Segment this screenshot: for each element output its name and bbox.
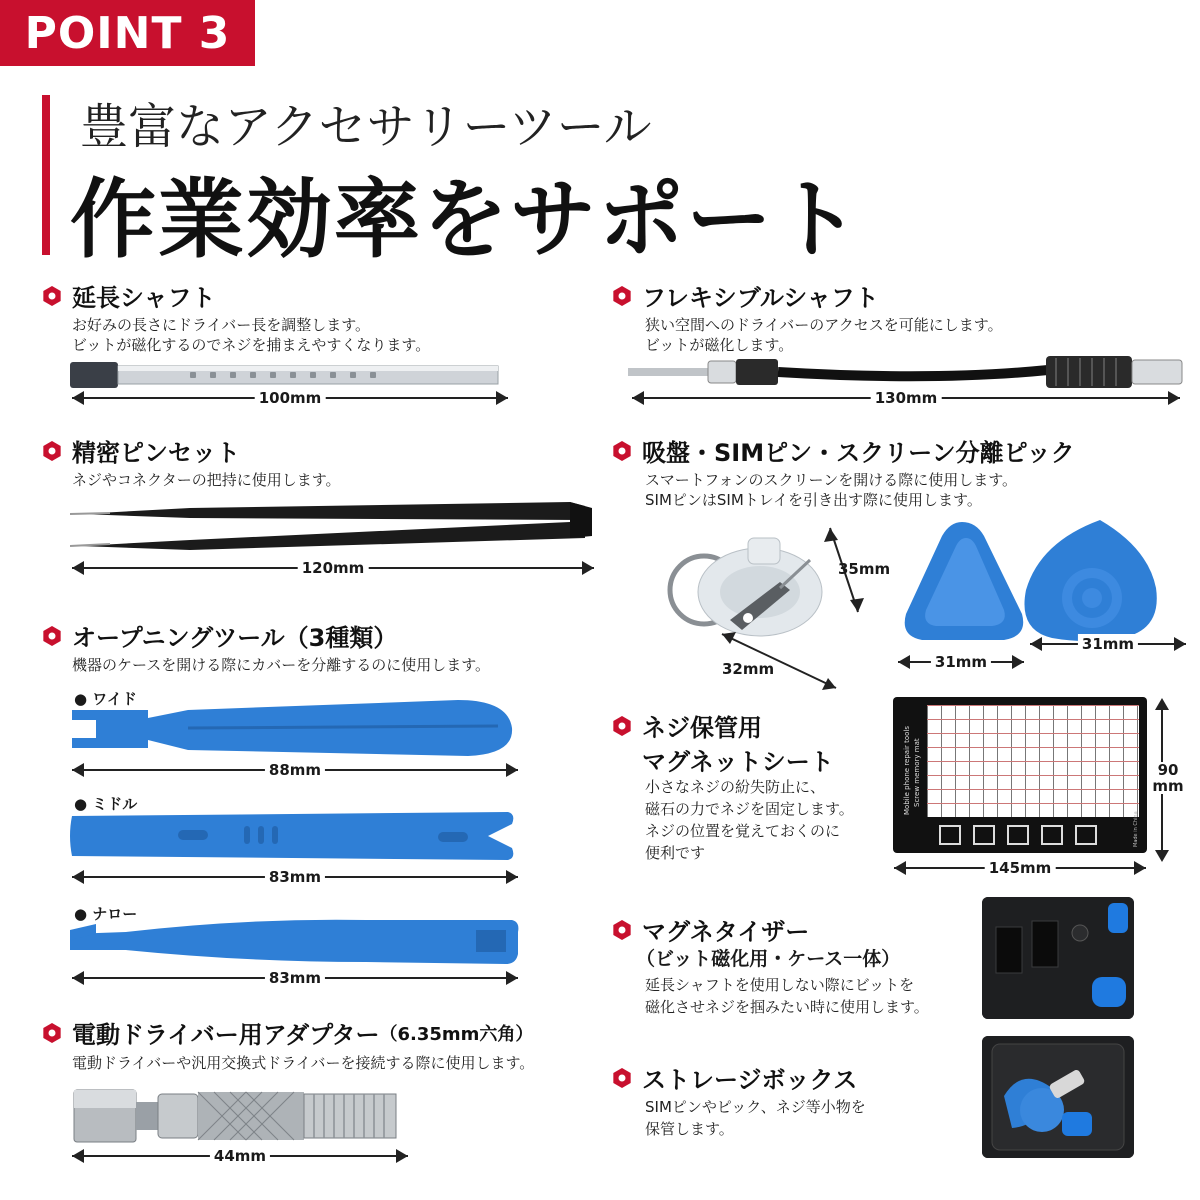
- hexagon-bullet-icon: [612, 286, 632, 306]
- magnet-sheet-grid: [927, 705, 1139, 817]
- tweezers-desc-1: ネジやコネクターの把持に使用します。: [72, 471, 341, 489]
- wide-opening-tool-image: [68, 696, 520, 762]
- suction-width-dim-label: 32mm: [722, 660, 775, 678]
- magnet-sheet-title: [612, 708, 762, 743]
- tweezers-dimension: [72, 558, 594, 578]
- suction-sim-pick-title: [612, 433, 1075, 468]
- wide-tool-label: ● ワイド: [74, 690, 137, 708]
- magnetizer-desc-2: 磁化させネジを掴みたい時に使用します。: [645, 998, 929, 1016]
- adapter-dim-label: 44mm: [210, 1146, 270, 1166]
- storage-box-desc-1: SIMピンやピック、ネジ等小物を: [645, 1098, 866, 1116]
- tweezers-title: [42, 433, 240, 468]
- adapter-image: [70, 1084, 410, 1148]
- hexagon-bullet-icon: [42, 626, 62, 646]
- hexagon-bullet-icon: [612, 441, 632, 461]
- suction-desc-2: SIMピンはSIMトレイを引き出す際に使用します。: [645, 491, 982, 509]
- suction-desc-1: スマートフォンのスクリーンを開ける際に使用します。: [645, 471, 1018, 489]
- magnet-sheet-title-line1: ネジ保管用: [642, 714, 762, 742]
- heading-accent-bar: [42, 95, 50, 255]
- pick2-dimension: [1030, 634, 1186, 654]
- adapter-title-suffix: （6.35mm六角）: [379, 1023, 534, 1045]
- flexible-shaft-title: [612, 278, 879, 313]
- adapter-title: [42, 1015, 533, 1050]
- pick2-dim-label: 31mm: [1078, 634, 1138, 654]
- slot-box: [1075, 825, 1097, 845]
- magnetizer-title-line2: （ビット磁化用・ケース一体）: [636, 948, 901, 970]
- magnet-sheet-desc-4: 便利です: [645, 844, 706, 862]
- flexible-shaft-dimension: [632, 388, 1180, 408]
- flexible-shaft-desc-2: ビットが磁化します。: [645, 336, 794, 354]
- extension-shaft-image: [70, 356, 510, 392]
- screen-picks-image: [900, 518, 1190, 646]
- magnetizer-title-line1: マグネタイザー: [642, 918, 810, 946]
- magnet-sheet-height-dim-label: 90 mm: [1148, 762, 1188, 794]
- point-badge: POINT 3: [0, 0, 255, 66]
- opening-tools-title: [42, 618, 397, 653]
- hexagon-bullet-icon: [42, 1023, 62, 1043]
- storage-box-desc-2: 保管します。: [645, 1120, 734, 1138]
- magnet-sheet-title-line2: マグネットシート: [642, 748, 834, 776]
- magnet-sheet-desc-2: 磁石の力でネジを固定します。: [645, 800, 854, 818]
- heading-subtitle: 豊富なアクセサリーツール: [80, 99, 652, 155]
- hexagon-bullet-icon: [612, 920, 632, 940]
- hexagon-bullet-icon: [612, 716, 632, 736]
- hexagon-bullet-icon: [612, 1068, 632, 1088]
- tweezers-title-text: 精密ピンセット: [72, 439, 240, 467]
- flexible-shaft-dim-label: 130mm: [871, 388, 942, 408]
- magnet-sheet-brand-text: Mobile phone repair tools: [903, 725, 911, 815]
- middle-opening-tool-image: [68, 808, 520, 864]
- middle-tool-label: ● ミドル: [74, 795, 138, 813]
- suction-height-dim-label: 35mm: [838, 560, 891, 578]
- magnet-sheet-image: [893, 697, 1147, 853]
- magnet-sheet-origin-text: Made in China: [1133, 811, 1139, 847]
- hexagon-bullet-icon: [42, 441, 62, 461]
- wide-tool-dimension: [72, 760, 518, 780]
- extension-shaft-dim-label: 100mm: [255, 388, 326, 408]
- magnet-sheet-desc-1: 小さなネジの紛失防止に、: [645, 778, 826, 796]
- narrow-tool-dim-label: 83mm: [265, 968, 325, 988]
- slot-box: [1007, 825, 1029, 845]
- adapter-desc-1: 電動ドライバーや汎用交換式ドライバーを接続する際に使用します。: [72, 1054, 535, 1072]
- suction-cup-sim-pin-image: [660, 520, 890, 690]
- extension-shaft-title: [42, 278, 216, 313]
- slot-box: [973, 825, 995, 845]
- heading-title: 作業効率をサポート: [70, 170, 862, 270]
- pick1-dimension: [898, 652, 1024, 672]
- hexagon-bullet-icon: [42, 286, 62, 306]
- magnetizer-photo: [982, 897, 1134, 1019]
- magnet-sheet-width-dim-label: 145mm: [985, 858, 1056, 878]
- flexible-shaft-desc-1: 狭い空間へのドライバーのアクセスを可能にします。: [645, 316, 1003, 334]
- storage-box-photo: [982, 1036, 1134, 1158]
- magnetizer-desc-1: 延長シャフトを使用しない際にビットを: [645, 976, 915, 994]
- narrow-opening-tool-image: [66, 914, 522, 970]
- slot-box: [939, 825, 961, 845]
- wide-tool-dim-label: 88mm: [265, 760, 325, 780]
- adapter-dimension: [72, 1146, 408, 1166]
- extension-shaft-desc-1: お好みの長さにドライバー長を調整します。: [72, 316, 371, 334]
- storage-box-title: [612, 1060, 857, 1095]
- middle-tool-dimension: [72, 867, 518, 887]
- extension-shaft-title-text: 延長シャフト: [72, 284, 216, 312]
- flexible-shaft-title-text: フレキシブルシャフト: [642, 284, 879, 312]
- pick1-dim-label: 31mm: [931, 652, 991, 672]
- magnet-sheet-slots: [939, 825, 1097, 845]
- middle-tool-dim-label: 83mm: [265, 867, 325, 887]
- suction-sim-pick-title-text: 吸盤・SIMピン・スクリーン分離ピック: [642, 439, 1075, 467]
- slot-box: [1041, 825, 1063, 845]
- opening-tools-desc-1: 機器のケースを開ける際にカバーを分離するのに使用します。: [72, 656, 491, 674]
- storage-box-title-text: ストレージボックス: [642, 1066, 858, 1094]
- magnet-sheet-subtitle-text: Screw memory mat: [913, 738, 921, 807]
- opening-tools-title-text: オープニングツール（3種類）: [72, 624, 398, 652]
- magnet-sheet-width-dimension: [894, 858, 1146, 878]
- narrow-tool-label: ● ナロー: [74, 905, 138, 923]
- extension-shaft-desc-2: ビットが磁化するのでネジを捕まえやすくなります。: [72, 336, 431, 354]
- narrow-tool-dimension: [72, 968, 518, 988]
- extension-shaft-dimension: [72, 388, 508, 408]
- magnetizer-title: [612, 912, 809, 947]
- magnet-sheet-desc-3: ネジの位置を覚えておくのに: [645, 822, 841, 840]
- adapter-title-text: 電動ドライバー用アダプター: [72, 1021, 380, 1049]
- tweezers-image: [70, 500, 595, 556]
- tweezers-dim-label: 120mm: [298, 558, 369, 578]
